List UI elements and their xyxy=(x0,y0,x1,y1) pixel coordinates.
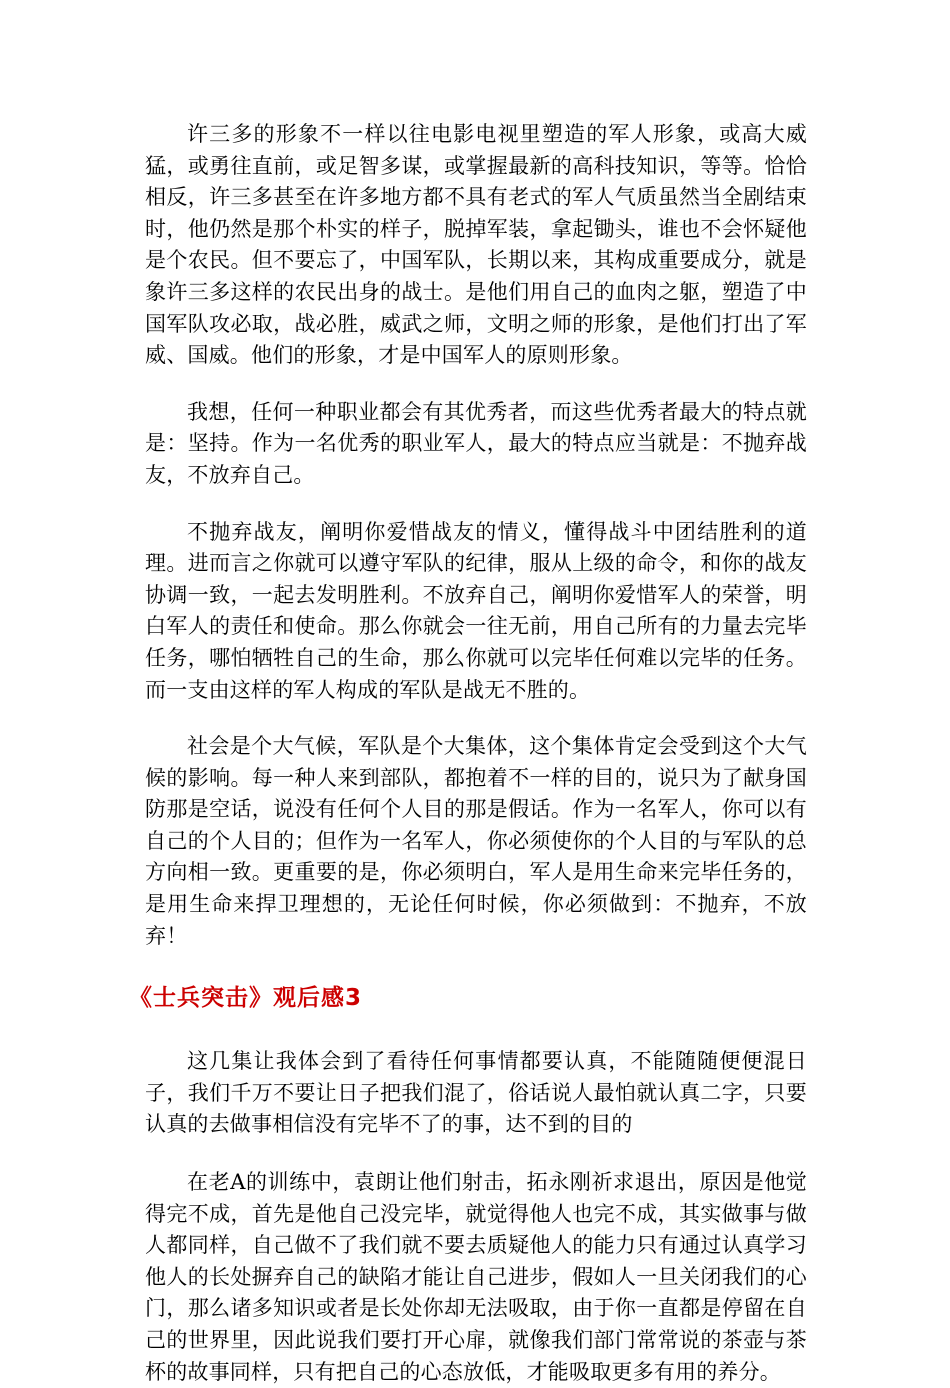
paragraph-be-serious: 这几集让我体会到了看待任何事情都要认真，不能随随便便混日子，我们千万不要让日子把我们混了，俗话说人最怕就认真二字，只要认真的去做事相信没有完毕不了的事，达不到的目的 xyxy=(145,1049,807,1137)
paragraph-xu-sanduo-image: 许三多的形象不一样以往电影电视里塑造的军人形象，或高大威猛，或勇往直前，或足智多谋，或掌握最新的高科技知识，等等。恰恰相反，许三多甚至在许多地方都不具有老式的军人气质虽然当全剧结束时，他仍然是那个朴实的样子，脱掉军装，拿起锄头，谁也不会怀疑他是个农民。但不要忘了，中国军队，长期以来，其构成重要成分，就是象许三多这样的农民出身的战士。是他们用自己的血肉之躯，塑造了中国军队攻必取，战必胜，威武之师，文明之师的形象，是他们打出了军威、国威。他们的形象，才是中国军人的原则形象。 xyxy=(145,122,807,368)
paragraph-never-abandon-comrades: 不抛弃战友，阐明你爱惜战友的情义，懂得战斗中团结胜利的道理。进而言之你就可以遵守军队的纪律，服从上级的命令，和你的战友协调一致，一起去发明胜利。不放弃自己，阐明你爱惜军人的荣誉，明白军人的责任和使命。那么你就会一往无前，用自己所有的力量去完毕任务，哪怕牺牲自己的生命，那么你就可以完毕任何难以完毕的任务。而一支由这样的军人构成的军队是战无不胜的。 xyxy=(145,519,807,702)
paragraph-old-a-training: 在老A的训练中，袁朗让他们射击，拓永刚祈求退出，原因是他觉得完不成，首先是他自己没完毕，就觉得他人也完不成，其实做事与做人都同样，自己做不了我们就不要去质疑他人的能力只有通过认真学习他人的长处摒弃自己的缺陷才能让自己进步，假如人一旦关闭我们的心门，那么诸多知识或者是长处你却无法吸取，由于你一直都是停留在自己的世界里，因此说我们要打开心扉，就像我们部门常常说的茶壶与茶杯的故事同样，只有把自己的心态放低，才能吸取更多有用的养分。 xyxy=(145,1170,807,1384)
section-heading: 《士兵突击》观后感3 xyxy=(129,985,363,1012)
paragraph-society-and-army: 社会是个大气候，军队是个大集体，这个集体肯定会受到这个大气候的影响。每一种人来到部队，都抱着不一样的目的，说只为了献身国防那是空话，说没有任何个人目的那是假话。作为一名军人，你可以有自己的个人目的；但作为一名军人，你必须使你的个人目的与军队的总方向相一致。更重要的是，你必须明白，军人是用生命来完毕任务的，是用生命来捍卫理想的，无论任何时候，你必须做到：不抛弃，不放弃！ xyxy=(145,734,807,948)
paragraph-persistence: 我想，任何一种职业都会有其优秀者，而这些优秀者最大的特点就是：坚持。作为一名优秀的职业军人，最大的特点应当就是：不抛弃战友，不放弃自己。 xyxy=(145,399,807,487)
document-page xyxy=(129,119,807,1388)
